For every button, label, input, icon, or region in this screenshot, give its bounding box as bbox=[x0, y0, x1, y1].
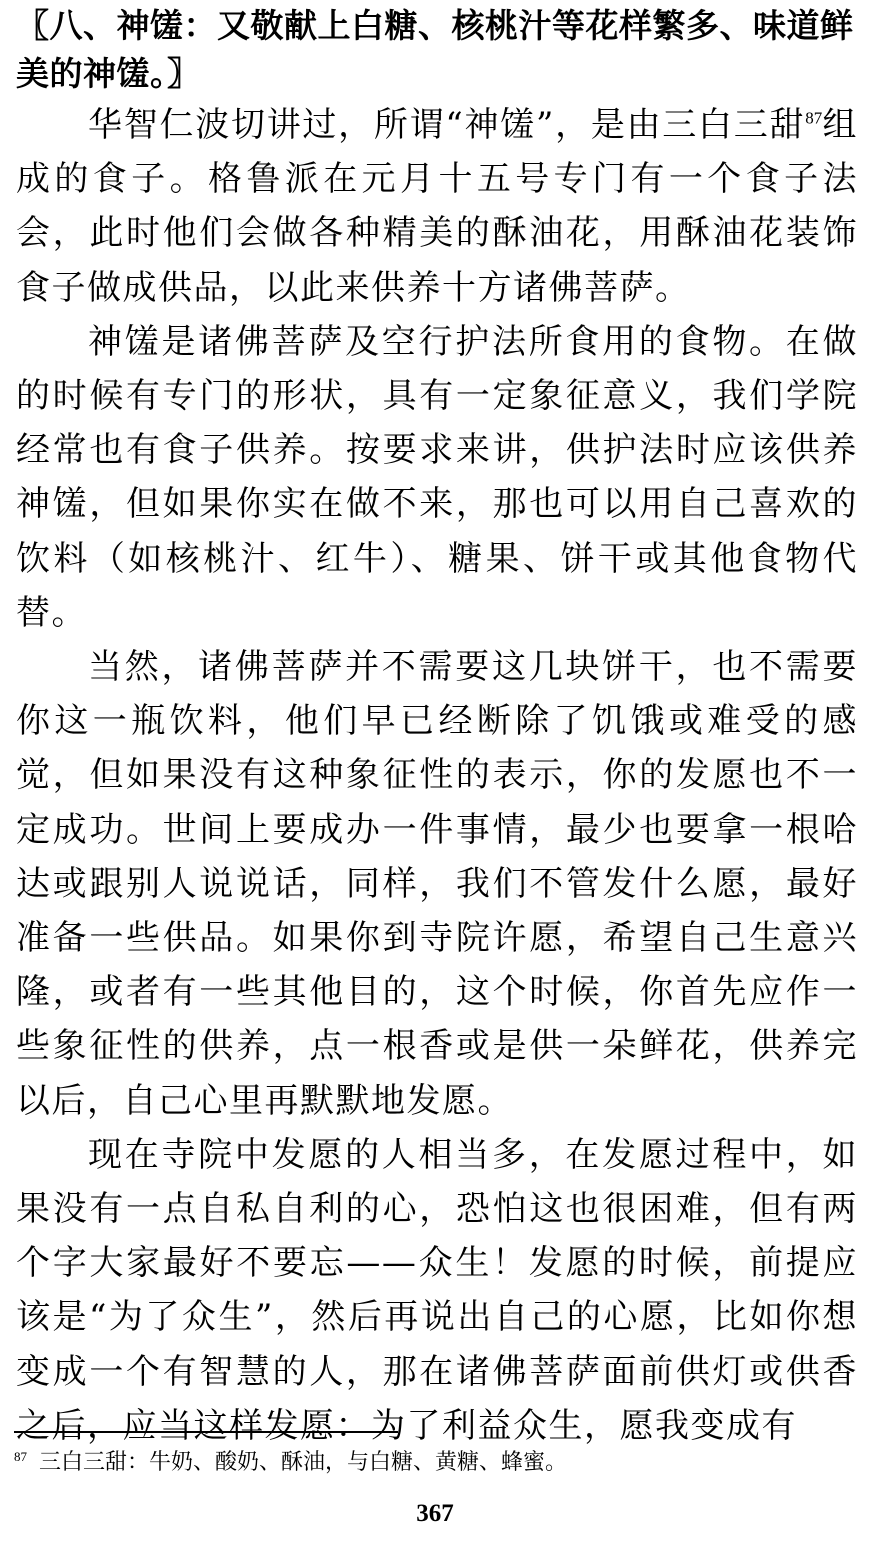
paragraph-1-text-continued: 组成的食子。格鲁派在元月十五号专门有一个食子法会，此时他们会做各种精美的酥油花，用酥油花装饰食子做成供品，以此来供养十方诸佛菩萨。 bbox=[16, 105, 859, 308]
paragraph-3: 当然，诸佛菩萨并不需要这几块饼干，也不需要你这一瓶饮料，他们早已经断除了饥饿或难受的感觉，但如果没有这种象征性的表示，你的发愿也不一定成功。世间上要成办一件事情，最少也要拿一根哈达或跟别人说说话，同样，我们不管发什么愿，最好准备一些供品。如果你到寺院许愿，希望自己生意兴隆，或者有一些其他目的，这个时候，你首先应作一些象征性的供养，点一根香或是供一朵鲜花，供养完以后，自己心里再默默地发愿。 bbox=[16, 647, 858, 1121]
footnote-reference: 87 bbox=[805, 108, 823, 128]
section-heading: 〖八、神馐：又敬献上白糖、核桃汁等花样繁多、味道鲜美的神馐。〗 bbox=[16, 6, 854, 93]
paragraph-1-text: 华智仁波切讲过，所谓“神馐”，是由三白三甜 bbox=[88, 105, 806, 145]
body-text bbox=[16, 98, 858, 1453]
footnote bbox=[14, 1448, 854, 1478]
paragraph-4: 现在寺院中发愿的人相当多，在发愿过程中，如果没有一点自私自利的心，恐怕这也很困难，但有两个字大家最好不要忘——众生！发愿的时候，前提应该是“为了众生”，然后再说出自己的心愿，比如你想变成一个有智慧的人，那在诸佛菩萨面前供灯或供香之后，应当这样发愿：为了利益众生，愿我变成有 bbox=[16, 1134, 858, 1446]
page-number: 367 bbox=[416, 1500, 454, 1527]
footnote-text: 三白三甜：牛奶、酸奶、酥油，与白糖、黄糖、蜂蜜。 bbox=[39, 1450, 568, 1475]
paragraph-1 bbox=[16, 98, 858, 315]
paragraph-2: 神馐是诸佛菩萨及空行护法所食用的食物。在做的时候有专门的形状，具有一定象征意义，我们学院经常也有食子供养。按要求来讲，供护法时应该供养神馐，但如果你实在做不来，那也可以用自己喜欢的饮料（如核桃汁、红牛）、糖果、饼干或其他食物代替。 bbox=[16, 321, 858, 633]
footnote-divider bbox=[14, 1431, 398, 1433]
footnote-number: 87 bbox=[14, 1448, 27, 1464]
